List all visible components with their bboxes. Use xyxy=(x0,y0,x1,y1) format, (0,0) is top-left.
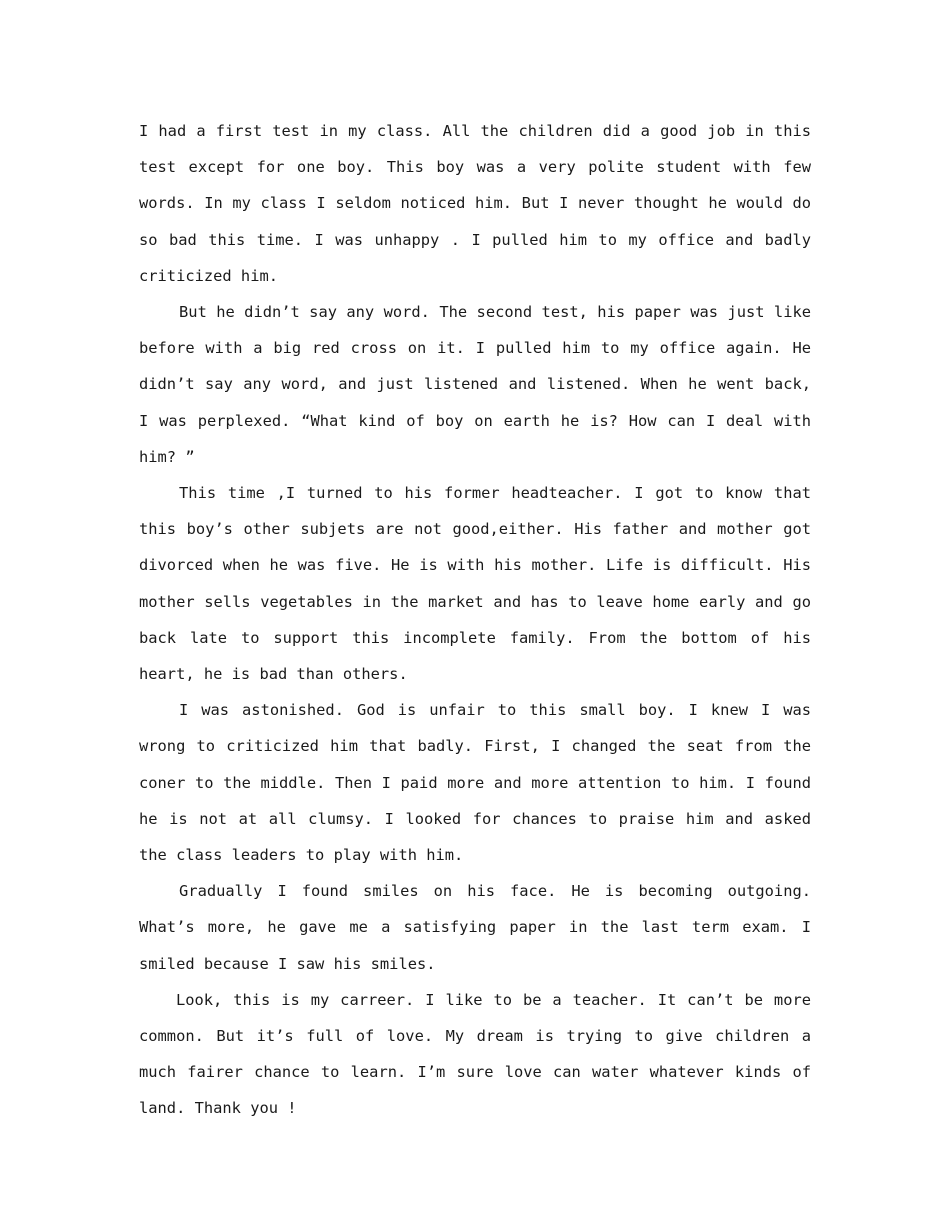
paragraph-3: This time ,I turned to his former headteacher. I got to know that this boy’s other subjets are not good,either. His father and mother got divorced when he was five. He is with his mother. Life is difficult. His mother sells vegetables in the market and has to leave home early and go back late to support this incomplete family. From the bottom of his heart, he is bad than others. xyxy=(139,484,811,684)
paragraph-5: Gradually I found smiles on his face. He is becoming outgoing. What’s more, he gave me a satisfying paper in the last term exam. I smiled because I saw his smiles. xyxy=(139,882,811,973)
paragraph-6: Look, this is my carreer. I like to be a teacher. It can’t be more common. But it’s full of love. My dream is trying to give children a much fairer chance to learn. I’m sure love can water whatever kinds of land. Thank you ! xyxy=(139,990,811,1118)
paragraph-1: I had a first test in my class. All the children did a good job in this test except for one boy. This boy was a very polite student with few words. In my class I seldom noticed him. But I never thought he would do so bad this time. I was unhappy . I pulled him to my office and badly criticized him. xyxy=(139,122,811,285)
paragraph-4: I was astonished. God is unfair to this small boy. I knew I was wrong to criticized him that badly. First, I changed the seat from the coner to the middle. Then I paid more and more attention to him. I found he is not at all clumsy. I looked for chances to praise him and asked the class leaders to play with him. xyxy=(139,701,811,865)
paragraph-2: But he didn’t say any word. The second test, his paper was just like before with a big red cross on it. I pulled him to my office again. He didn’t say any word, and just listened and listened. When he went back, I was perplexed. “What kind of boy on earth he is? How can I deal with him? ” xyxy=(139,303,811,466)
essay-body xyxy=(139,113,811,1127)
